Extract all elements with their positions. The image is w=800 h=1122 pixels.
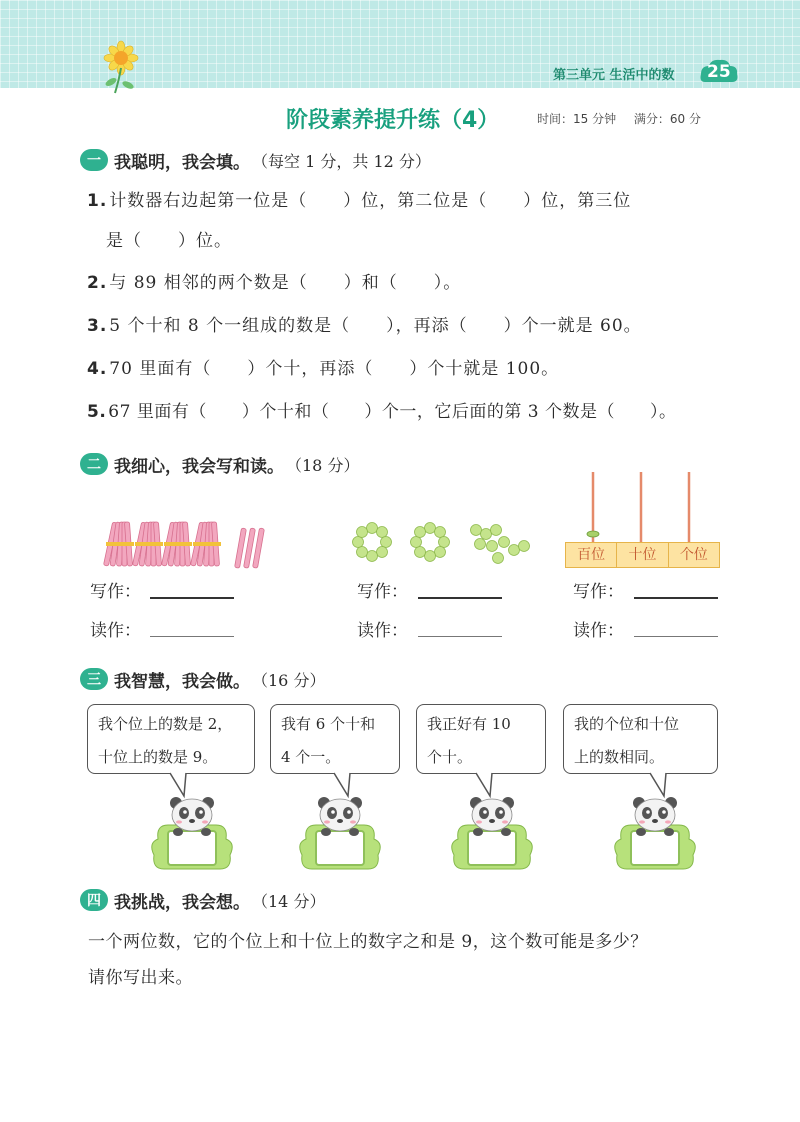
panda-icon xyxy=(615,797,696,869)
bead-circles-image xyxy=(348,520,538,572)
speech-bubble-2 xyxy=(270,704,400,774)
question-number: 4. xyxy=(87,359,108,379)
full-score-label: 满分：60 分 xyxy=(633,112,702,126)
write-label: 写作： xyxy=(573,582,624,602)
section-2-score: （18 分） xyxy=(286,455,360,475)
read-label: 读作： xyxy=(573,621,624,641)
meta-info xyxy=(537,110,715,127)
bubble-line: 我正好有 10 xyxy=(427,715,511,733)
write-answer-line-2[interactable] xyxy=(418,597,502,599)
read-label: 读作： xyxy=(357,621,408,641)
panda-icon xyxy=(452,797,533,869)
section-1-badge: 一 xyxy=(80,149,108,171)
section-2-title: 我细心，我会写和读。 xyxy=(114,456,284,477)
section-3-heading xyxy=(80,665,325,693)
section-1-title: 我聪明，我会填。 xyxy=(114,152,250,173)
question-text: 5 个十和 8 个一组成的数是（ ），再添（ ）个一就是 60。 xyxy=(109,316,642,336)
tens-label: 十位 xyxy=(617,543,668,567)
question-text: 是（ ）位。 xyxy=(106,231,232,251)
bubble-line: 个十。 xyxy=(427,748,473,766)
section-4-title: 我挑战，我会想。 xyxy=(114,892,250,913)
question-1 xyxy=(87,186,631,211)
read-answer-line-2[interactable] xyxy=(418,636,502,637)
write-label: 写作： xyxy=(90,582,141,602)
section-3-title: 我智慧，我会做。 xyxy=(114,671,250,692)
bubble-line: 我的个位和十位 xyxy=(574,715,680,733)
question-text: 与 89 相邻的两个数是（ ）和（ ）。 xyxy=(109,273,462,293)
section-3-badge: 三 xyxy=(80,668,108,690)
flower-icon xyxy=(95,38,155,98)
speech-bubble-3 xyxy=(416,704,546,774)
bubble-line: 我有 6 个十和 xyxy=(281,715,376,733)
panda-icon xyxy=(300,797,381,869)
page-number-text: 25 xyxy=(707,62,731,82)
section-2-heading xyxy=(80,450,359,478)
bubble-line: 上的数相同。 xyxy=(574,748,665,766)
question-number: 5. xyxy=(87,402,107,422)
title-row xyxy=(0,103,800,135)
question-3 xyxy=(87,311,642,336)
question-text: 70 里面有（ ）个十，再添（ ）个十就是 100。 xyxy=(109,359,560,379)
bubble-line: 我个位上的数是 2， xyxy=(98,715,233,733)
question-5 xyxy=(87,397,676,422)
panda-icon xyxy=(152,797,233,869)
speech-bubble-4 xyxy=(563,704,718,774)
bubble-line: 十位上的数是 9。 xyxy=(98,748,218,766)
section-2-badge: 二 xyxy=(80,453,108,475)
ones-label: 个位 xyxy=(679,547,708,563)
question-text: 计数器右边起第一位是（ ）位，第二位是（ ）位，第三位 xyxy=(109,191,632,211)
page-header xyxy=(0,0,800,88)
question-1-cont xyxy=(106,226,232,251)
write-answer-line-3[interactable] xyxy=(634,597,718,599)
section-4-badge: 四 xyxy=(80,889,108,911)
abacus xyxy=(565,470,720,570)
section-4-heading xyxy=(80,886,325,914)
question-number: 1. xyxy=(87,191,108,211)
question-text: 67 里面有（ ）个十和（ ）个一，它后面的第 3 个数是（ ）。 xyxy=(108,402,677,422)
challenge-question xyxy=(88,924,648,996)
stick-bundles-image xyxy=(102,518,272,570)
write-answer-line-1[interactable] xyxy=(150,597,234,599)
page-title: 阶段素养提升练（4） xyxy=(286,108,500,133)
question-4 xyxy=(87,354,559,379)
section-4-score: （14 分） xyxy=(252,891,326,911)
speech-bubble-1 xyxy=(87,704,255,774)
abacus-base xyxy=(565,542,720,568)
section-1-heading xyxy=(80,146,431,174)
read-answer-line-1[interactable] xyxy=(150,636,234,637)
question-2 xyxy=(87,268,461,293)
challenge-line-2: 请你写出来。 xyxy=(88,968,193,988)
bubble-line: 4 个一。 xyxy=(281,748,341,766)
question-number: 3. xyxy=(87,316,108,336)
challenge-line-1: 一个两位数，它的个位上和十位上的数字之和是 9，这个数可能是多少？ xyxy=(88,932,648,952)
section-1-score: （每空 1 分，共 12 分） xyxy=(252,151,431,171)
question-number: 2. xyxy=(87,273,108,293)
panda-boards xyxy=(0,793,800,873)
page-number xyxy=(699,58,739,86)
time-label: 时间：15 分钟 xyxy=(537,112,617,126)
unit-label: 第三单元 生活中的数 xyxy=(553,68,675,83)
section-3-score: （16 分） xyxy=(252,670,326,690)
read-answer-line-3[interactable] xyxy=(634,636,718,637)
write-label: 写作： xyxy=(357,582,408,602)
read-label: 读作： xyxy=(90,621,141,641)
hundreds-label: 百位 xyxy=(566,543,617,567)
